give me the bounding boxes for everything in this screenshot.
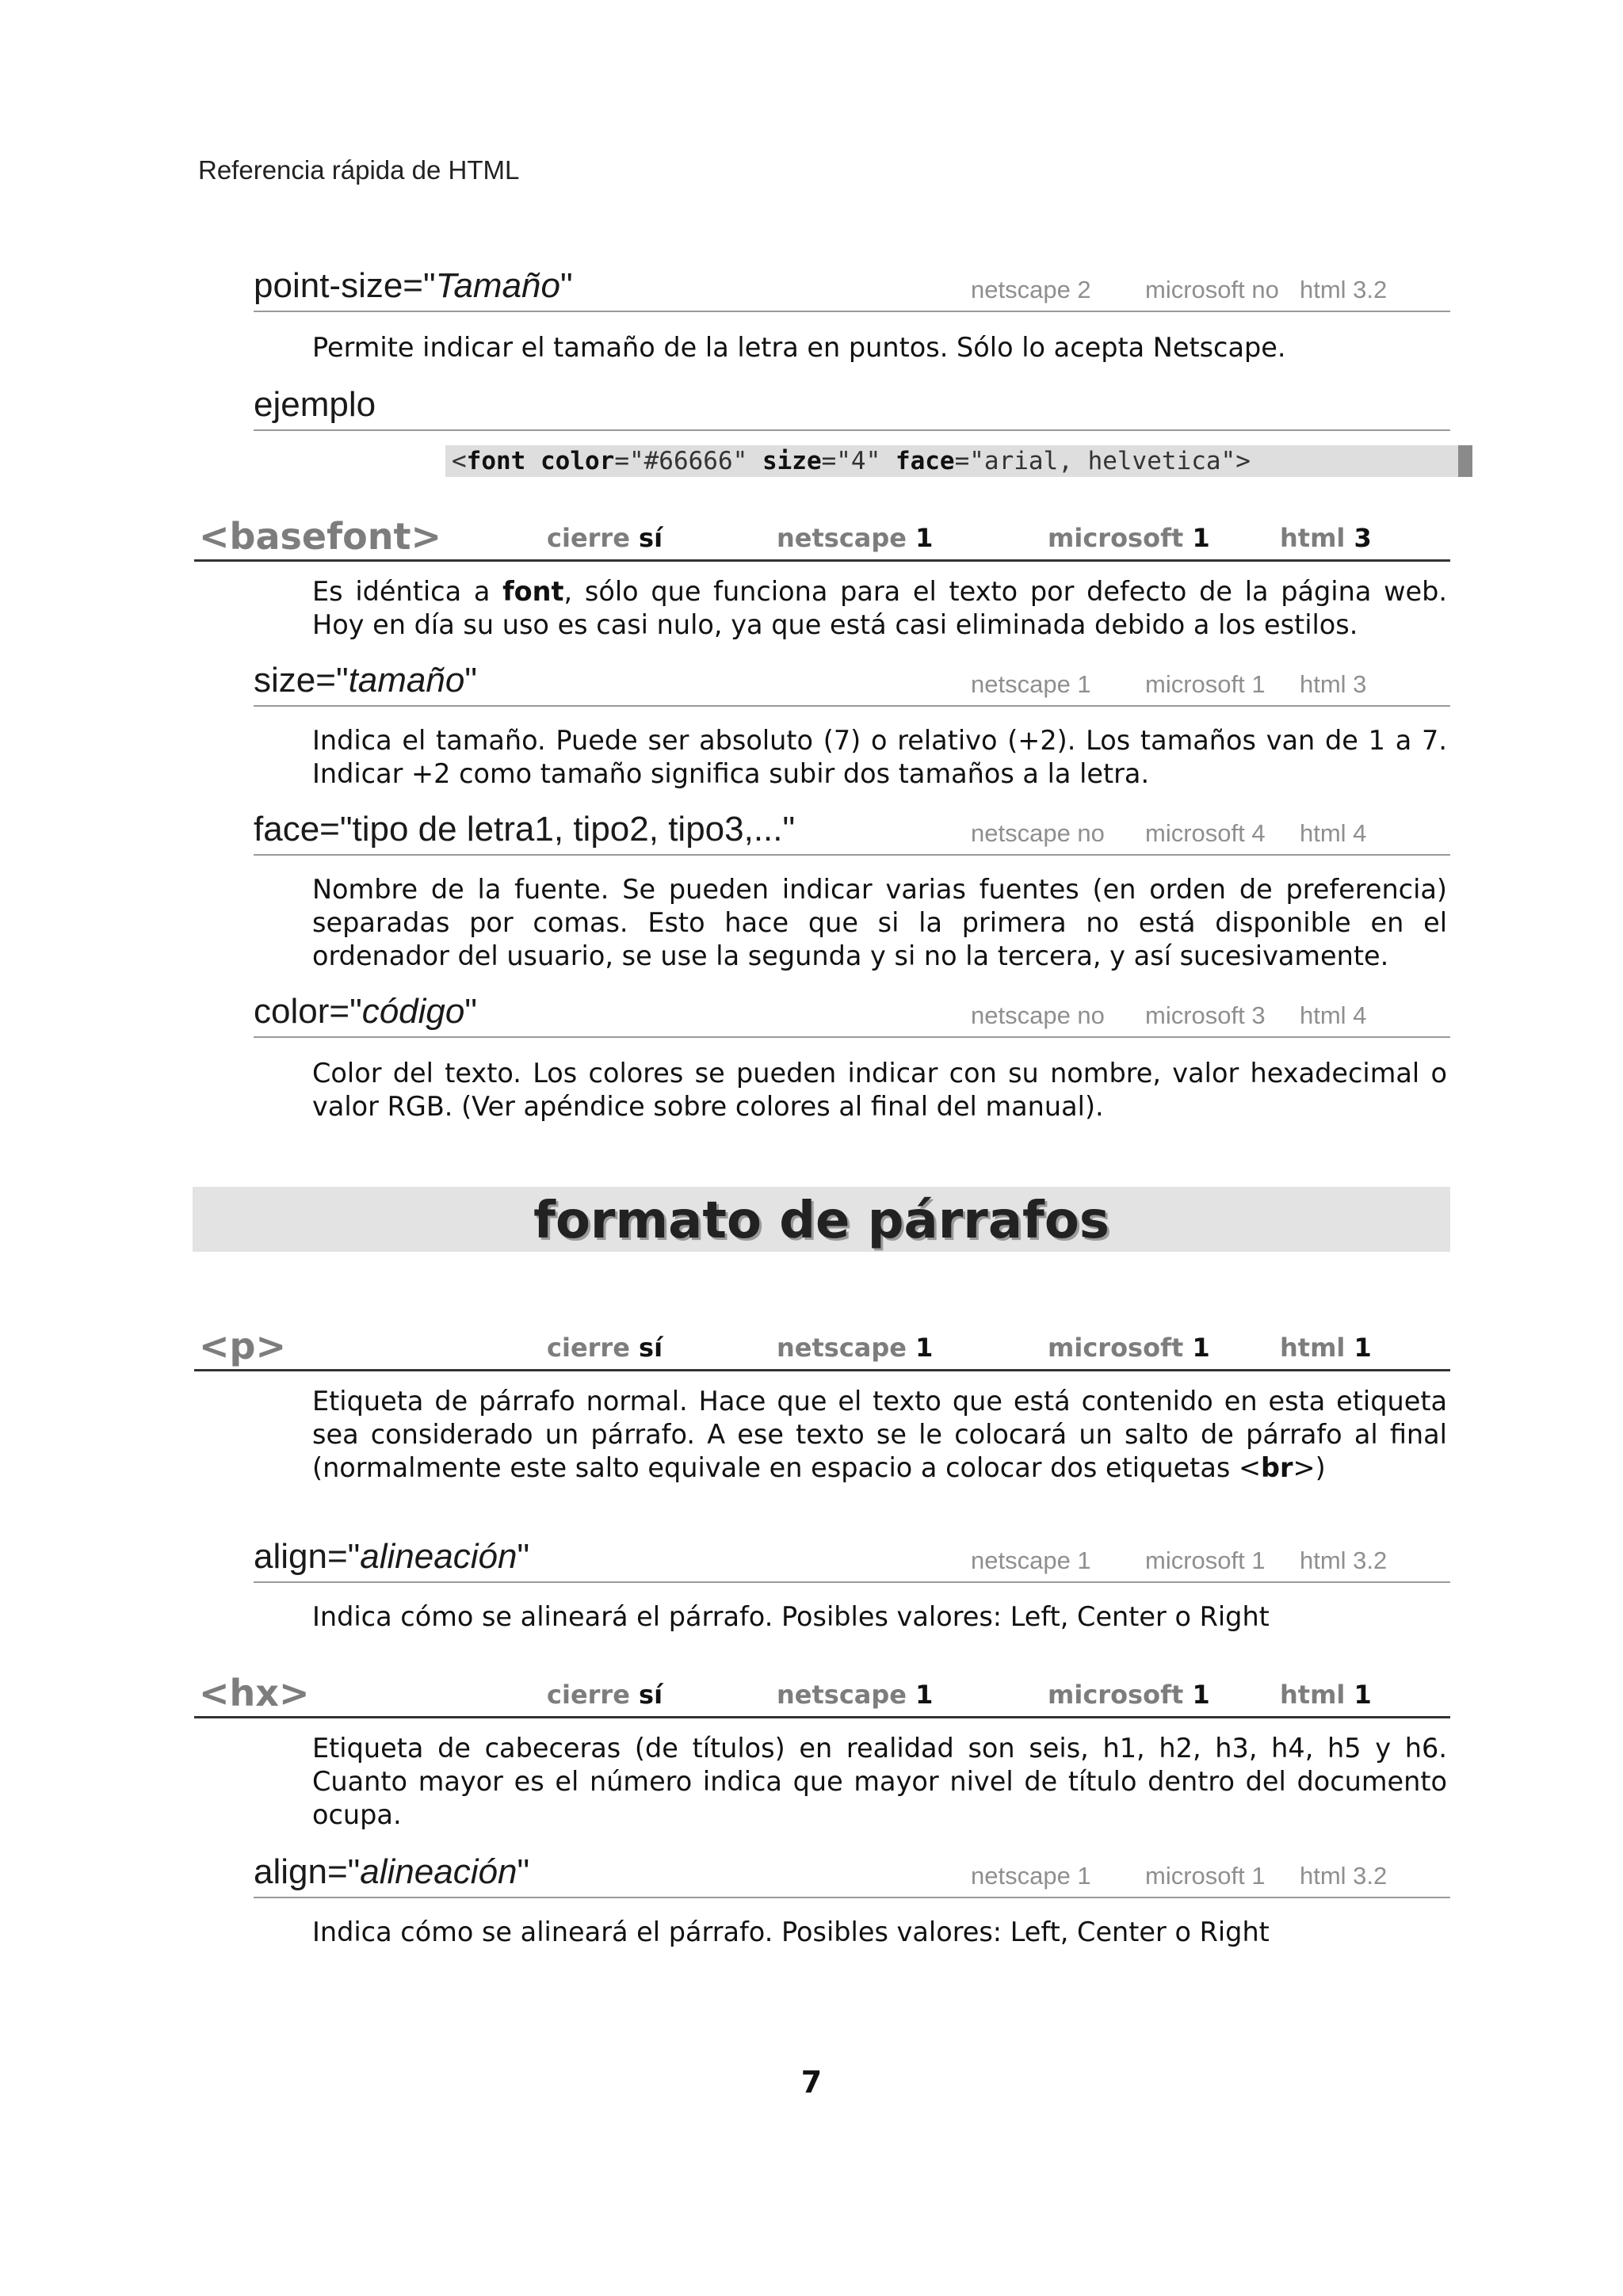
attribute-row-point-size <box>254 261 1450 312</box>
tag-netscape: netscape 1 <box>777 1333 934 1363</box>
attribute-name: align="alineación" <box>254 1537 530 1576</box>
compat-microsoft: microsoft 1 <box>1145 1862 1266 1890</box>
compat-html: html 3.2 <box>1300 1547 1388 1574</box>
attribute-description: Indica el tamaño. Puede ser absoluto (7) o relativo (+2). Los tamaños van de 1 a 7. Indicar +2 como tamaño significa subir dos tamaños a la letra. <box>312 725 1447 789</box>
compat-html: html 3.2 <box>1300 276 1388 303</box>
compat-html: html 3 <box>1300 670 1367 698</box>
tag-description: Etiqueta de párrafo normal. Hace que el texto que está contenido en esta etiqueta sea considerado un párrafo. A ese texto se le colocará un salto de párrafo al final (normalmente este salto equivale en espacio a colocar dos etiquetas <br>) <box>312 1386 1447 1483</box>
attribute-row-align <box>254 1848 1450 1898</box>
tag-description: Es idéntica a font, sólo que funciona para el texto por defecto de la página web. Hoy en día su uso es casi nulo, ya que está casi eliminada debido a los estilos. <box>312 576 1447 640</box>
attribute-description: Indica cómo se alineará el párrafo. Posibles valores: Left, Center o Right <box>312 1917 1270 1947</box>
attribute-description: Color del texto. Los colores se pueden indicar con su nombre, valor hexadecimal o valor RGB. (Ver apéndice sobre colores al final del manual). <box>312 1058 1447 1122</box>
attribute-name: size="tamaño" <box>254 661 477 700</box>
code-marker <box>1458 445 1472 477</box>
tag-html: html 3 <box>1280 523 1372 553</box>
attribute-row-color <box>254 987 1450 1038</box>
tag-cierre: cierre sí <box>547 1680 663 1710</box>
tag-html: html 1 <box>1280 1680 1372 1710</box>
compat-netscape: netscape no <box>971 1001 1105 1029</box>
tag-microsoft: microsoft 1 <box>1048 523 1210 553</box>
tag-row-p <box>194 1318 1450 1371</box>
page-number: 7 <box>800 2065 823 2100</box>
compat-html: html 3.2 <box>1300 1862 1388 1890</box>
compat-html: html 4 <box>1300 1001 1367 1029</box>
compat-microsoft: microsoft 1 <box>1145 1547 1266 1574</box>
attribute-name: face="tipo de letra1, tipo2, tipo3,..." <box>254 810 796 849</box>
section-band <box>193 1187 1450 1252</box>
attribute-description: Indica cómo se alineará el párrafo. Posibles valores: Left, Center o Right <box>312 1601 1270 1632</box>
tag-microsoft: microsoft 1 <box>1048 1680 1210 1710</box>
attribute-name: point-size="Tamaño" <box>254 266 573 305</box>
example-heading: ejemplo <box>254 383 1450 431</box>
compat-netscape: netscape 1 <box>971 670 1091 698</box>
compat-netscape: netscape 1 <box>971 1862 1091 1890</box>
example-code: <font color="#66666" size="4" face="arial, helvetica"> <box>445 445 1458 477</box>
attribute-description: Permite indicar el tamaño de la letra en puntos. Sólo lo acepta Netscape. <box>312 332 1286 363</box>
attribute-description: Nombre de la fuente. Se pueden indicar varias fuentes (en orden de preferencia) separadas por comas. Esto hace que si la primera no está disponible en el ordenador del usuario, se use la segunda y si no la tercera, y así sucesivamente. <box>312 874 1447 971</box>
attribute-name: align="alineación" <box>254 1852 530 1891</box>
tag-netscape: netscape 1 <box>777 1680 934 1710</box>
compat-netscape: netscape no <box>971 819 1105 847</box>
tag-html: html 1 <box>1280 1333 1372 1363</box>
tag-name: <hx> <box>199 1672 310 1714</box>
tag-microsoft: microsoft 1 <box>1048 1333 1210 1363</box>
compat-microsoft: microsoft no <box>1145 276 1279 303</box>
attribute-row-align <box>254 1532 1450 1583</box>
attribute-row-face <box>254 805 1450 856</box>
compat-microsoft: microsoft 1 <box>1145 670 1266 698</box>
compat-microsoft: microsoft 3 <box>1145 1001 1266 1029</box>
running-header: Referencia rápida de HTML <box>198 155 520 185</box>
compat-microsoft: microsoft 4 <box>1145 819 1266 847</box>
tag-cierre: cierre sí <box>547 1333 663 1363</box>
tag-netscape: netscape 1 <box>777 523 934 553</box>
attribute-row-size <box>254 656 1450 707</box>
tag-row-hx <box>194 1665 1450 1718</box>
tag-name: <basefont> <box>199 515 441 558</box>
compat-netscape: netscape 2 <box>971 276 1091 303</box>
tag-name: <p> <box>199 1325 287 1367</box>
tag-cierre: cierre sí <box>547 523 663 553</box>
section-title: formato de párrafos <box>533 1192 1109 1250</box>
tag-description: Etiqueta de cabeceras (de títulos) en realidad son seis, h1, h2, h3, h4, h5 y h6. Cuanto mayor es el número indica que mayor nivel de título dentro del documento ocupa. <box>312 1733 1447 1830</box>
compat-netscape: netscape 1 <box>971 1547 1091 1574</box>
attribute-name: color="código" <box>254 992 477 1031</box>
tag-row-basefont <box>194 509 1450 562</box>
compat-html: html 4 <box>1300 819 1367 847</box>
